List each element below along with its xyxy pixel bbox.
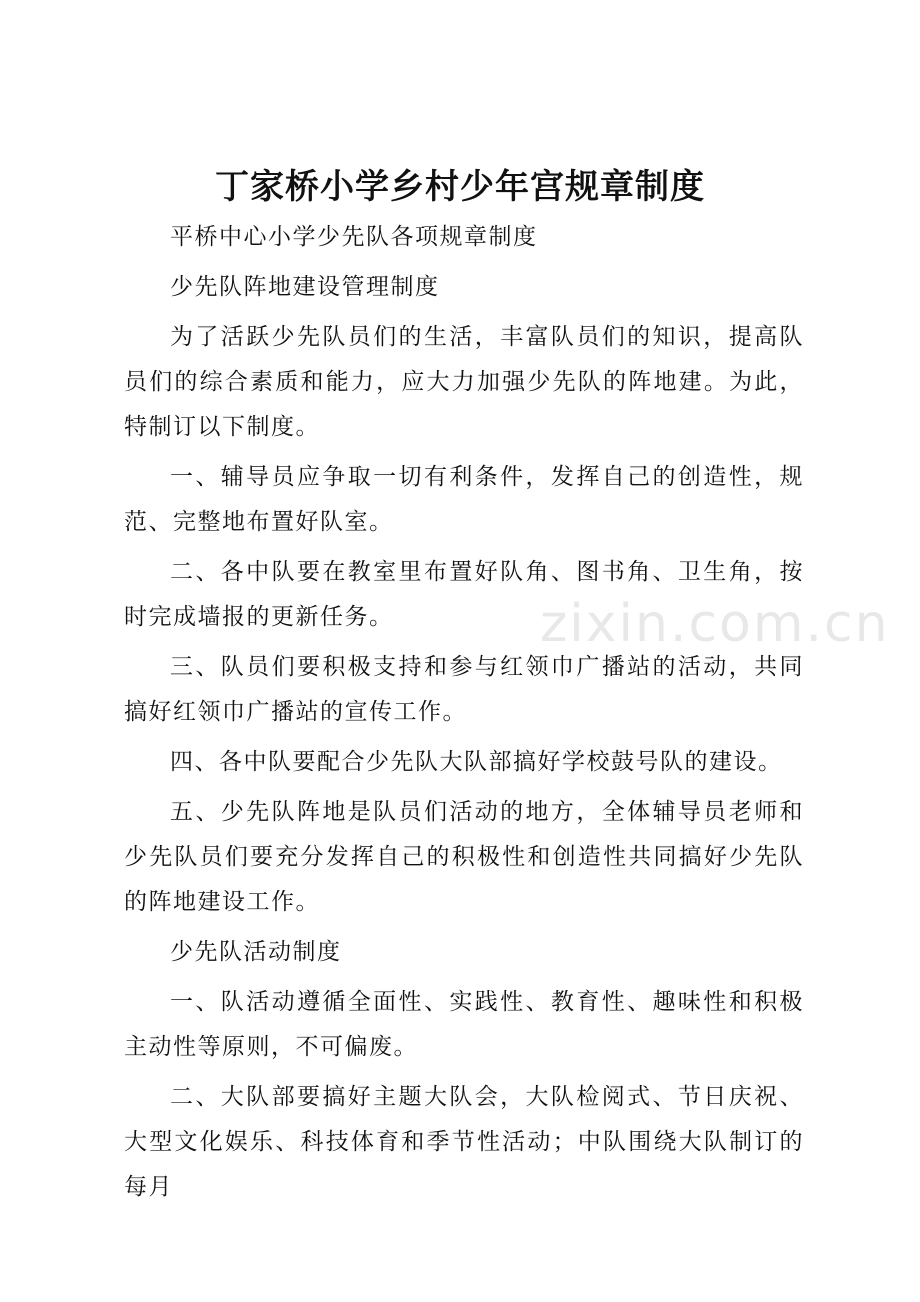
paragraph-section-heading-activity: 少先队活动制度	[170, 939, 342, 965]
paragraph-rule-3: 三、队员们要积极支持和参与红领巾广播站的活动，共同搞好红领巾广播站的宣传工作。	[124, 654, 804, 725]
paragraph-rule-4: 四、各中队要配合少先队大队部搞好学校鼓号队的建设。	[170, 749, 783, 775]
paragraph-subtitle-school: 平桥中心小学少先队各项规章制度	[170, 224, 538, 250]
paragraph-rule-5: 五、少先队阵地是队员们活动的地方，全体辅导员老师和少先队员们要充分发挥自己的积极性和创造性共同搞好少先队的阵地建设工作。	[124, 799, 804, 915]
document-title: 丁家桥小学乡村少年宫规章制度	[215, 167, 705, 207]
paragraph-activity-rule-2: 二、大队部要搞好主题大队会，大队检阅式、节日庆祝、大型文化娱乐、科技体育和季节性活动；中队围绕大队制订的每月	[124, 1084, 804, 1200]
watermark: zixin.com.cn	[540, 594, 890, 654]
paragraph-rule-2: 二、各中队要在教室里布置好队角、图书角、卫生角，按时完成墙报的更新任务。	[124, 559, 804, 630]
paragraph-section-heading-position: 少先队阵地建设管理制度	[170, 274, 440, 300]
document-body	[124, 215, 804, 1210]
paragraph-rule-1: 一、辅导员应争取一切有利条件，发挥自己的创造性，规范、完整地布置好队室。	[124, 464, 804, 535]
paragraph-intro: 为了活跃少先队员们的生活，丰富队员们的知识，提高队员们的综合素质和能力，应大力加强少先队的阵地建。为此，特制订以下制度。	[124, 324, 804, 440]
paragraph-activity-rule-1: 一、队活动遵循全面性、实践性、教育性、趣味性和积极主动性等原则，不可偏废。	[124, 989, 804, 1060]
